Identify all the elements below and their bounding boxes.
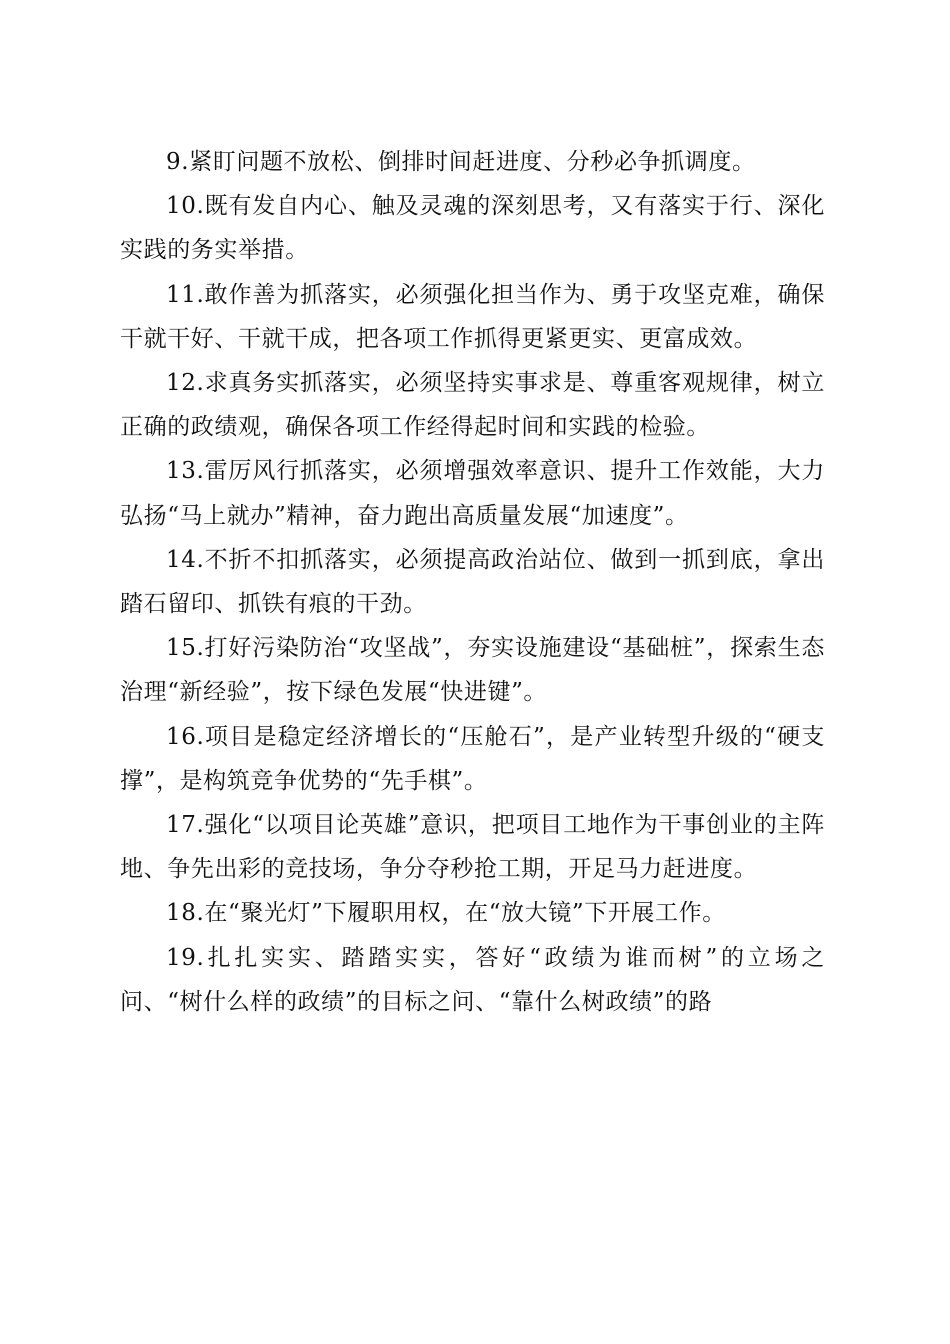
paragraph-17: 17.强化“以项目论英雄”意识，把项目工地作为干事创业的主阵地、争先出彩的竞技场，争分夺秒抢工期，开足马力赶进度。 [120,812,825,883]
paragraph-18: 18.在“聚光灯”下履职用权，在“放大镜”下开展工作。 [166,900,726,927]
paragraph-10: 10.既有发自内心、触及灵魂的深刻思考，又有落实于行、深化实践的务实举措。 [120,193,825,264]
paragraph-19: 19.扎扎实实、踏踏实实，答好“政绩为谁而树”的立场之问、“树什么样的政绩”的目标之问、“靠什么树政绩”的路 [120,944,825,1015]
document-body [120,140,825,1024]
paragraph-16: 16.项目是稳定经济增长的“压舱石”，是产业转型升级的“硬支撑”，是构筑竞争优势的“先手棋”。 [120,723,825,794]
paragraph-14: 14.不折不扣抓落实，必须提高政治站位、做到一抓到底，拿出踏石留印、抓铁有痕的干劲。 [120,546,825,618]
paragraph-15: 15.打好污染防治“攻坚战”，夯实设施建设“基础桩”，探索生态治理“新经验”，按下绿色发展“快进键”。 [120,635,825,706]
paragraph-12: 12.求真务实抓落实，必须坚持实事求是、尊重客观规律，树立正确的政绩观，确保各项工作经得起时间和实践的检验。 [120,370,825,441]
paragraph-11: 11.敢作善为抓落实，必须强化担当作为、勇于攻坚克难，确保干就干好、干就干成，把各项工作抓得更紧更实、更富成效。 [120,281,825,352]
paragraph-13: 13.雷厉风行抓落实，必须增强效率意识、提升工作效能，大力弘扬“马上就办”精神，奋力跑出高质量发展“加速度”。 [120,458,825,529]
paragraph-9: 9.紧盯问题不放松、倒排时间赶进度、分秒必争抓调度。 [166,149,756,175]
